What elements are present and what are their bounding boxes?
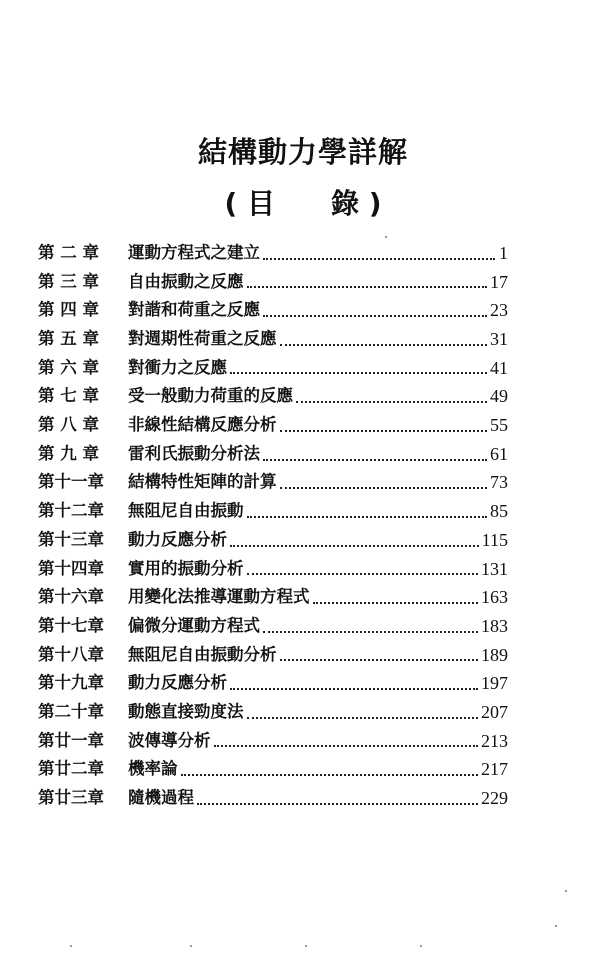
chapter-title: 機率論 (128, 759, 178, 779)
page-number: 55 (490, 415, 508, 436)
page-number: 183 (481, 615, 508, 636)
chapter-title: 動態直接勁度法 (128, 701, 244, 721)
toc-entry (38, 497, 508, 526)
chapter-number: 第十八章 (38, 644, 104, 664)
toc-entry (38, 669, 508, 698)
chapter-number: 第 六 章 (38, 357, 99, 377)
toc-entry (38, 755, 508, 784)
toc-entry (38, 555, 508, 584)
toc-entry (38, 268, 508, 297)
dot-leader (230, 545, 479, 547)
chapter-number: 第 三 章 (38, 271, 99, 291)
chapter-title: 波傳導分析 (128, 730, 211, 750)
scan-speck (565, 890, 567, 892)
toc-entry (38, 440, 508, 469)
chapter-title: 結構特性矩陣的計算 (128, 472, 277, 492)
page-number: 49 (490, 386, 508, 407)
dot-leader (280, 430, 488, 432)
scan-speck (70, 945, 72, 947)
dot-leader (263, 315, 487, 317)
chapter-number: 第十二章 (38, 501, 104, 521)
page-number: 213 (481, 730, 508, 751)
book-title: 結構動力學詳解 (197, 135, 408, 169)
dot-leader (247, 286, 488, 288)
scan-speck (305, 945, 307, 947)
page-number: 115 (481, 529, 508, 550)
scan-speck (420, 945, 422, 947)
page-number: 41 (490, 357, 508, 378)
toc-entry (38, 469, 508, 498)
chapter-title: 動力反應分析 (128, 529, 227, 549)
dot-leader (280, 659, 479, 661)
page-number: 207 (481, 701, 508, 722)
dot-leader (181, 774, 479, 776)
chapter-number: 第 五 章 (38, 329, 99, 349)
chapter-title: 無阻尼自由振動分析 (128, 644, 277, 664)
scan-speck (555, 925, 557, 927)
toc-entry (38, 526, 508, 555)
toc-entry (38, 583, 508, 612)
toc-entry (38, 641, 508, 670)
chapter-number: 第 二 章 (38, 242, 99, 262)
page-number: 189 (481, 644, 508, 665)
chapter-number: 第 七 章 (38, 386, 99, 406)
chapter-number: 第廿三章 (38, 788, 104, 808)
dot-leader (280, 487, 488, 489)
dot-leader (263, 631, 478, 633)
chapter-title: 非線性結構反應分析 (128, 415, 277, 435)
chapter-title: 隨機過程 (128, 788, 194, 808)
dot-leader (230, 688, 478, 690)
chapter-title: 運動方程式之建立 (128, 242, 260, 262)
toc-entry (38, 239, 508, 268)
page-number: 23 (490, 300, 508, 321)
chapter-number: 第廿二章 (38, 759, 104, 779)
chapter-number: 第十九章 (38, 673, 104, 693)
page-number: 229 (481, 788, 508, 809)
toc-heading: ( 目 錄 ) (224, 187, 382, 220)
table-of-contents (38, 239, 508, 813)
page-number: 73 (490, 472, 508, 493)
toc-entry (38, 296, 508, 325)
dot-leader (296, 401, 487, 403)
chapter-title: 自由振動之反應 (128, 271, 244, 291)
dot-leader (247, 573, 479, 575)
chapter-title: 偏微分運動方程式 (128, 615, 260, 635)
page-number: 85 (490, 501, 508, 522)
chapter-number: 第 八 章 (38, 415, 99, 435)
toc-entry (38, 784, 508, 813)
page-number: 17 (490, 271, 508, 292)
page-number: 1 (499, 242, 508, 263)
scan-speck (190, 945, 192, 947)
chapter-number: 第十六章 (38, 587, 104, 607)
dot-leader (214, 745, 479, 747)
chapter-title: 用變化法推導運動方程式 (128, 587, 310, 607)
dot-leader (197, 803, 478, 805)
chapter-number: 第 九 章 (38, 443, 99, 463)
chapter-number: 第十一章 (38, 472, 104, 492)
dot-leader (280, 344, 488, 346)
chapter-number: 第十四章 (38, 558, 104, 578)
toc-entry (38, 612, 508, 641)
chapter-number: 第十七章 (38, 615, 104, 635)
scan-speck (385, 236, 387, 238)
dot-leader (263, 258, 495, 260)
dot-leader (313, 602, 479, 604)
dot-leader (247, 717, 479, 719)
chapter-title: 實用的振動分析 (128, 558, 244, 578)
dot-leader (247, 516, 488, 518)
toc-entry (38, 698, 508, 727)
toc-entry (38, 411, 508, 440)
page-number: 61 (490, 443, 508, 464)
chapter-title: 受一般動力荷重的反應 (128, 386, 293, 406)
chapter-title: 動力反應分析 (128, 673, 227, 693)
toc-entry (38, 354, 508, 383)
page-number: 197 (481, 673, 508, 694)
chapter-number: 第廿一章 (38, 730, 104, 750)
page-number: 163 (481, 587, 508, 608)
toc-entry (38, 727, 508, 756)
chapter-number: 第 四 章 (38, 300, 99, 320)
page-number: 31 (490, 329, 508, 350)
page-number: 217 (481, 759, 508, 780)
chapter-title: 對週期性荷重之反應 (128, 329, 277, 349)
page-number: 131 (481, 558, 508, 579)
chapter-title: 雷利氏振動分析法 (128, 443, 260, 463)
dot-leader (263, 459, 487, 461)
chapter-number: 第二十章 (38, 701, 104, 721)
toc-entry (38, 325, 508, 354)
chapter-title: 無阻尼自由振動 (128, 501, 244, 521)
toc-entry (38, 382, 508, 411)
chapter-title: 對衝力之反應 (128, 357, 227, 377)
chapter-title: 對諧和荷重之反應 (128, 300, 260, 320)
chapter-number: 第十三章 (38, 529, 104, 549)
dot-leader (230, 372, 487, 374)
